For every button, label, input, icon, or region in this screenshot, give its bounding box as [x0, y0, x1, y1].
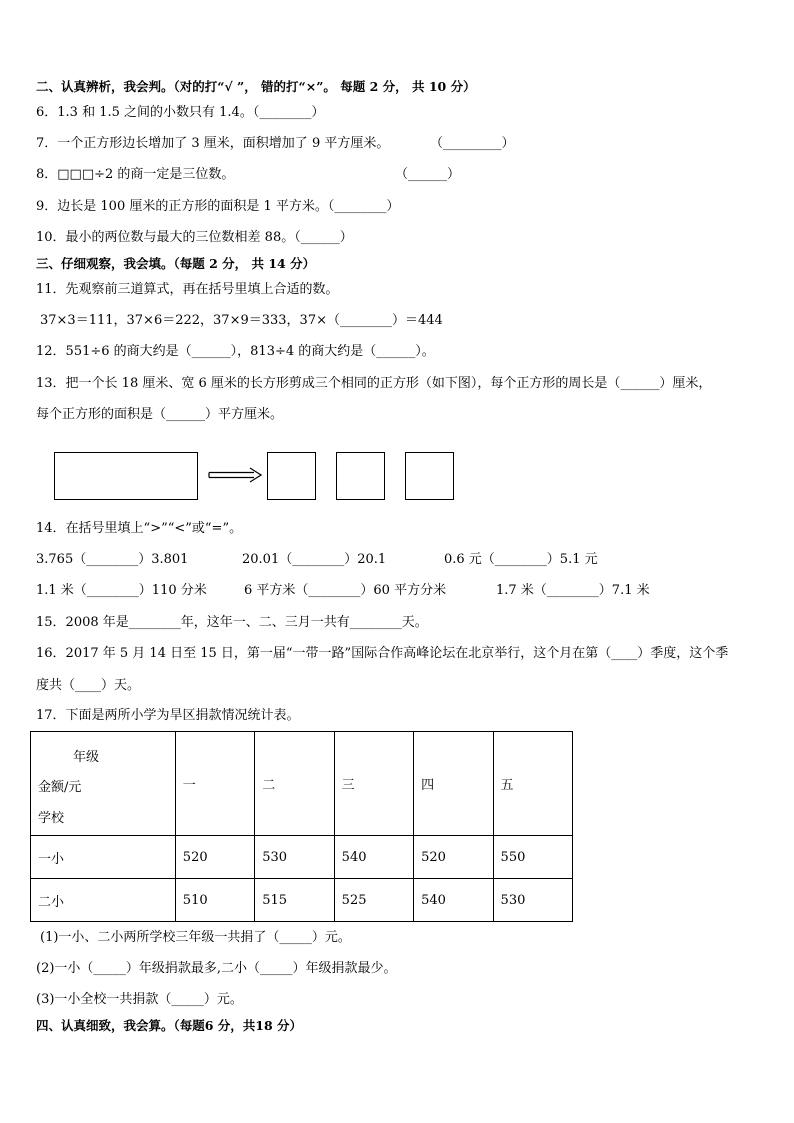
square-figure-1	[267, 452, 316, 500]
question-16-line2: 度共（____）天。	[36, 678, 141, 693]
section3-heading: 三、仔细观察，我会填。（每题 2 分， 共 14 分）	[36, 256, 316, 271]
question-15: 15．2008 年是________年，这年一、二、三月一共有________天。	[36, 615, 428, 630]
table-cell: 530	[493, 879, 572, 922]
corner-label-amount: 金额/元	[38, 780, 82, 795]
table-header-cell: 一	[175, 732, 254, 836]
question-16-line1: 16．2017 年 5 月 14 日至 15 日，第一届“一带一路”国际合作高峰论坛在北京举行，这个月在第（____）季度，这个季	[36, 646, 729, 661]
question-11: 11．先观察前三道算式，再在括号里填上合适的数。	[36, 282, 339, 297]
question-7: 7．一个正方形边长增加了 3 厘米，面积增加了 9 平方厘米。	[36, 136, 390, 151]
question-14: 14．在括号里填上“>”“<”或“=”。	[36, 521, 243, 536]
section4-heading: 四、认真细致，我会算。（每题6 分，共18 分）	[36, 1018, 303, 1033]
table-header-row	[31, 732, 573, 836]
question-13-line2: 每个正方形的面积是（______）平方厘米。	[36, 407, 284, 422]
question-10: 10．最小的两位数与最大的三位数相差 88。（______）	[36, 230, 353, 245]
corner-label-grade: 年级	[73, 750, 100, 765]
square-figure-3	[405, 452, 454, 500]
question-14-item: 6 平方米（________）60 平方分米	[244, 583, 447, 598]
table-cell: 530	[255, 836, 334, 879]
question-17: 17．下面是两所小学为旱区捐款情况统计表。	[36, 708, 300, 723]
table-header-cell: 四	[414, 732, 493, 836]
question-12: 12．551÷6 的商大约是（______），813÷4 的商大约是（______）。	[36, 344, 435, 359]
question-14-item: 20.01（________）20.1	[242, 552, 387, 567]
table-cell: 520	[414, 836, 493, 879]
question-14-item: 1.7 米（________）7.1 米	[496, 583, 650, 598]
question-6: 6．1.3 和 1.5 之间的小数只有 1.4。（________）	[36, 105, 325, 120]
section2-heading: 二、认真辨析，我会判。（对的打“√ ”， 错的打“×”。 每题 2 分， 共 10 分）	[36, 79, 476, 94]
question-14-item: 0.6 元（________）5.1 元	[444, 552, 598, 567]
table-cell: 525	[334, 879, 413, 922]
table-cell: 515	[255, 879, 334, 922]
question-8: 8．□□□÷2 的商一定是三位数。	[36, 167, 235, 182]
question-13-line1: 13．把一个长 18 厘米、宽 6 厘米的长方形剪成三个相同的正方形（如下图），每个正方形的周长是（______）厘米，	[36, 376, 712, 391]
corner-label-school: 学校	[38, 811, 65, 826]
table-corner-cell	[31, 732, 176, 836]
table-header-cell: 五	[493, 732, 572, 836]
table-row	[31, 879, 573, 922]
question-17-1: (1)一小、二小两所学校三年级一共捐了（_____）元。	[40, 930, 351, 945]
question-17-3: (3)一小全校一共捐款（_____）元。	[36, 992, 243, 1007]
donation-table	[30, 731, 573, 922]
question-8-blank[interactable]: （______）	[395, 167, 461, 182]
question-9: 9．边长是 100 厘米的正方形的面积是 1 平方米。（________）	[36, 199, 400, 214]
table-cell: 520	[175, 836, 254, 879]
question-14-item: 1.1 米（________）110 分米	[36, 583, 207, 598]
question-7-blank[interactable]: （_________）	[430, 136, 515, 151]
table-row	[31, 836, 573, 879]
table-header-cell: 二	[255, 732, 334, 836]
table-cell: 550	[493, 836, 572, 879]
arrow-right-icon	[208, 467, 262, 483]
question-14-item: 3.765（________）3.801	[36, 552, 189, 567]
table-row-label: 一小	[31, 836, 176, 879]
question-17-2: (2)一小（_____）年级捐款最多,二小（_____）年级捐款最少。	[36, 961, 397, 976]
rectangle-figure	[54, 452, 198, 500]
table-cell: 540	[414, 879, 493, 922]
table-cell: 540	[334, 836, 413, 879]
question-11-formula: 37×3＝111，37×6＝222，37×9＝333，37×（________）＝444	[40, 313, 443, 328]
table-header-cell: 三	[334, 732, 413, 836]
square-figure-2	[336, 452, 385, 500]
table-row-label: 二小	[31, 879, 176, 922]
table-cell: 510	[175, 879, 254, 922]
